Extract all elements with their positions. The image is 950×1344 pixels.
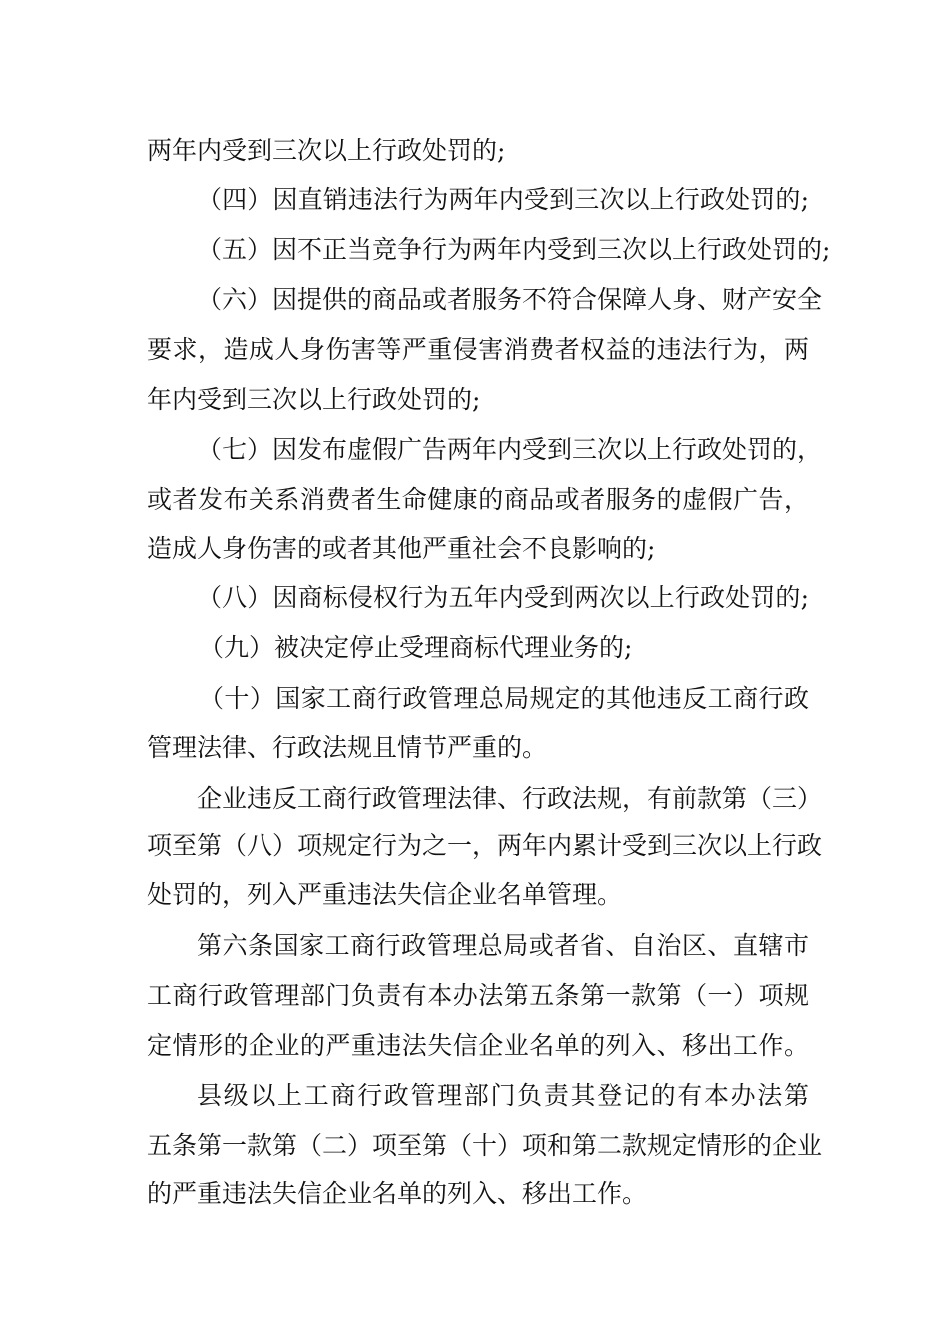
- text-line: 第六条国家工商行政管理总局或者省、自治区、直辖市: [197, 931, 809, 960]
- text-line: （十）国家工商行政管理总局规定的其他违反工商行政: [199, 684, 809, 713]
- text-line: 年内受到三次以上行政处罚的;: [147, 385, 481, 414]
- text-line: （六）因提供的商品或者服务不符合保障人身、财产安全: [197, 285, 823, 314]
- text-line: 定情形的企业的严重违法失信企业名单的列入、移出工作。: [147, 1031, 809, 1060]
- text-line: 项至第（八）项规定行为之一，两年内累计受到三次以上行政: [147, 831, 823, 860]
- text-line: 管理法律、行政法规且情节严重的。: [147, 733, 548, 762]
- text-line: 县级以上工商行政管理部门负责其登记的有本办法第: [197, 1081, 809, 1110]
- text-line: 的严重违法失信企业名单的列入、移出工作。: [147, 1179, 648, 1208]
- text-line: （八）因商标侵权行为五年内受到两次以上行政处罚的;: [197, 583, 809, 612]
- text-line: 或者发布关系消费者生命健康的商品或者服务的虚假广告，: [147, 485, 809, 514]
- text-line: （九）被决定停止受理商标代理业务的;: [199, 633, 633, 662]
- text-line: 要求，造成人身伤害等严重侵害消费者权益的违法行为，两: [147, 335, 809, 364]
- text-line: 造成人身伤害的或者其他严重社会不良影响的;: [147, 534, 656, 563]
- text-line: 处罚的，列入严重违法失信企业名单管理。: [147, 880, 623, 909]
- text-line: （四）因直销违法行为两年内受到三次以上行政处罚的;: [197, 185, 809, 214]
- text-line: 五条第一款第（二）项至第（十）项和第二款规定情形的企业: [147, 1131, 823, 1160]
- text-line: 工商行政管理部门负责有本办法第五条第一款第（一）项规: [147, 981, 809, 1010]
- text-line: 两年内受到三次以上行政处罚的;: [147, 136, 506, 165]
- text-line: 企业违反工商行政管理法律、行政法规，有前款第（三）: [197, 784, 823, 813]
- text-line: （五）因不正当竞争行为两年内受到三次以上行政处罚的;: [197, 235, 831, 264]
- text-line: （七）因发布虚假广告两年内受到三次以上行政处罚的，: [197, 435, 823, 464]
